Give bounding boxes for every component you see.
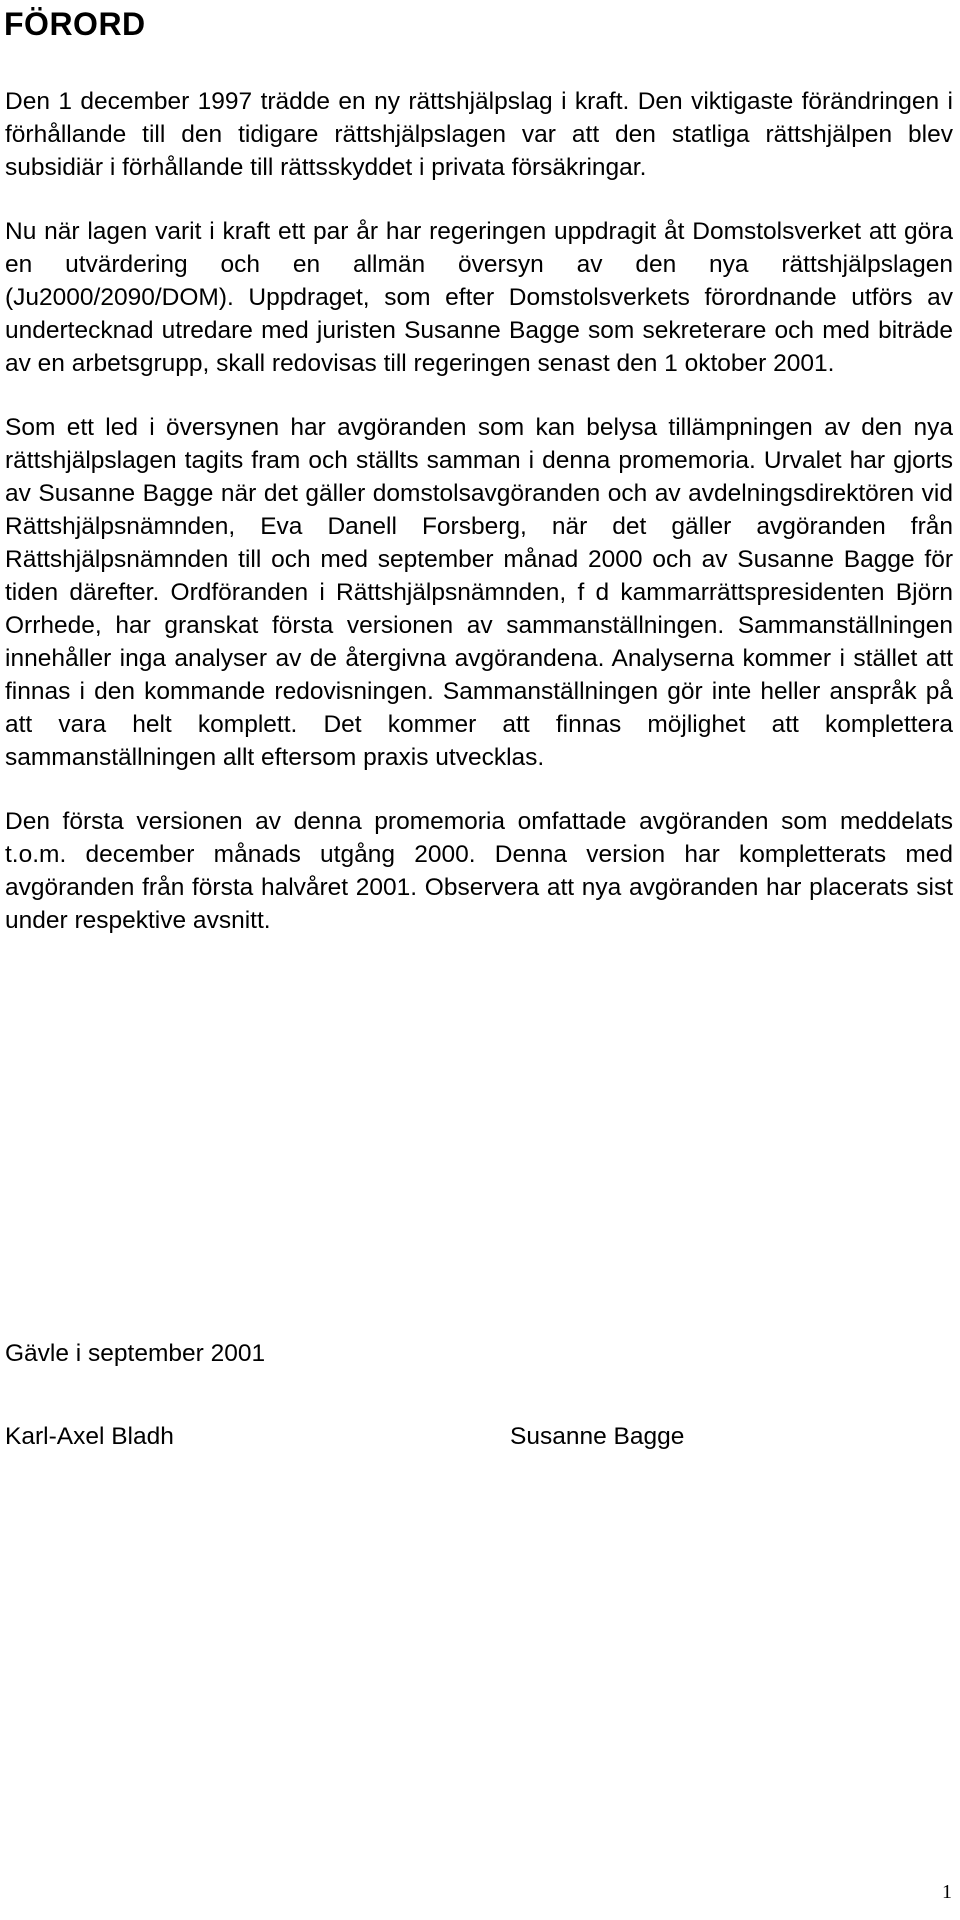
paragraph-3: Som ett led i översynen har avgöranden som kan belysa tillämpningen av den nya rättshjälpslagen tagits fram och ställts samman i denna promemoria. Urvalet har gjorts av Susanne Bagge när det gäller domstolsavgöranden och av avdelningsdirektören vid Rättshjälpsnämnden, Eva Danell Forsberg, när det gäller avgöranden från Rättshjälpsnämnden till och med september månad 2000 och av Susanne Bagge för tiden därefter. Ordföranden i Rättshjälpsnämnden, f d kammarrättspresidenten Björn Orrhede, har granskat första versionen av sammanställningen. Sammanställningen innehåller inga analyser av de återgivna avgörandena. Analyserna kommer i stället att finnas i den kommande redovisningen. Sammanställningen gör inte heller anspråk på att vara helt komplett. Det kommer att finnas möjlighet att komplettera sammanställningen allt eftersom praxis utvecklas. <box>5 414 953 771</box>
signature-karl-axel-bladh: Karl-Axel Bladh <box>5 1423 174 1450</box>
page-title: FÖRORD <box>4 6 146 42</box>
place-and-date: Gävle i september 2001 <box>5 1340 266 1367</box>
paragraph-2: Nu när lagen varit i kraft ett par år har regeringen uppdragit åt Domstolsverket att göra en utvärdering och en allmän översyn av den nya rättshjälpslagen (Ju2000/2090/DOM). Uppdraget, som efter Domstolsverkets förordnande utförs av undertecknad utredare med juristen Susanne Bagge som sekreterare och med biträde av en arbetsgrupp, skall redovisas till regeringen senast den 1 oktober 2001. <box>5 218 953 377</box>
foreword-body <box>5 85 953 968</box>
paragraph-4: Den första versionen av denna promemoria omfattade avgöranden som meddelats t.o.m. december månads utgång 2000. Denna version har kompletterats med avgöranden från första halvåret 2001. Observera att nya avgöranden har placerats sist under respektive avsnitt. <box>5 808 953 934</box>
page-number: 1 <box>942 1881 952 1903</box>
paragraph-1: Den 1 december 1997 trädde en ny rättshjälpslag i kraft. Den viktigaste förändringen i förhållande till den tidigare rättshjälpslagen var att den statliga rättshjälpen blev subsidiär i förhållande till rättsskyddet i privata försäkringar. <box>5 88 953 181</box>
signature-susanne-bagge: Susanne Bagge <box>510 1423 685 1450</box>
